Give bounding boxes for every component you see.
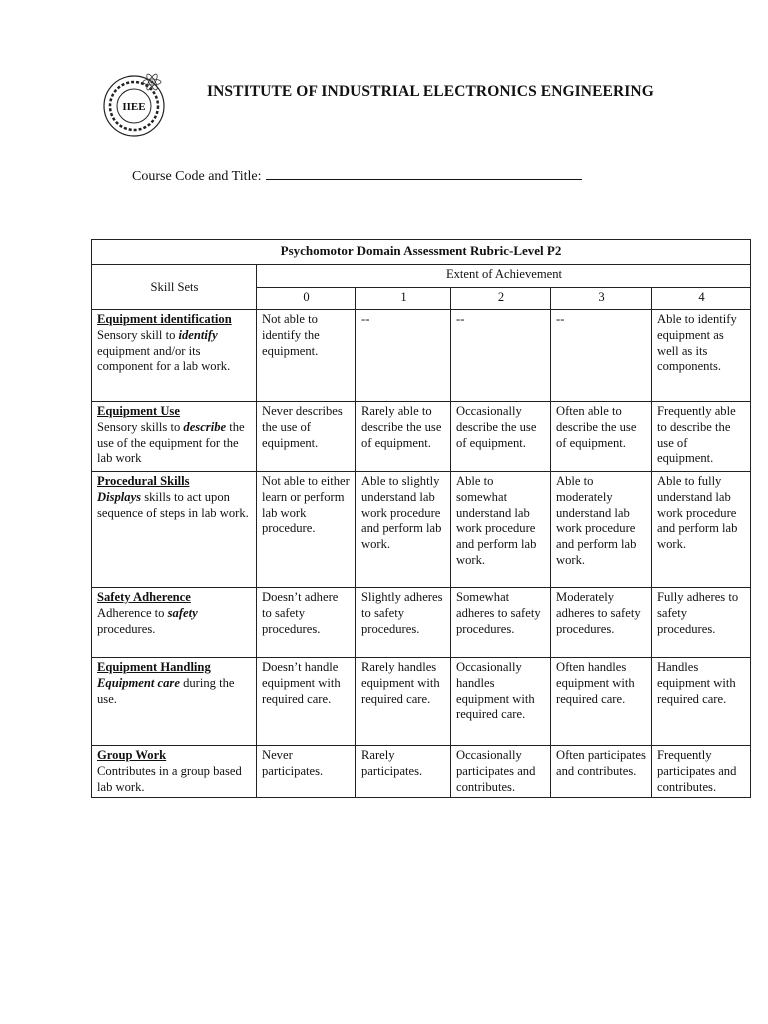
skill-description-text: procedures. xyxy=(97,621,156,636)
level-2-cell: Somewhat adheres to safety procedures. xyxy=(451,588,551,658)
level-header-0: 0 xyxy=(257,288,356,310)
skill-keyword: identify xyxy=(178,327,218,342)
skill-keyword: safety xyxy=(167,605,198,620)
skill-description-text: Adherence to xyxy=(97,605,168,620)
level-4-cell: Able to identify equipment as well as its components. xyxy=(652,310,751,402)
skill-description-text: Sensory skill to xyxy=(97,327,179,342)
institute-logo xyxy=(97,68,171,142)
skill-description-text: equipment and/or its component for a lab work. xyxy=(97,343,231,374)
skill-cell xyxy=(92,472,257,588)
course-label: Course Code and Title: xyxy=(132,169,262,184)
institute-name: INSTITUTE OF INDUSTRIAL ELECTRONICS ENGINEERING xyxy=(207,83,654,100)
course-field xyxy=(132,167,582,185)
level-header-2: 2 xyxy=(451,288,551,310)
level-3-cell: Often handles equipment with required care. xyxy=(551,658,652,746)
skill-name: Equipment Use xyxy=(97,404,180,418)
rubric-title: Psychomotor Domain Assessment Rubric-Level P2 xyxy=(92,240,751,265)
level-2-cell: Occasionally handles equipment with required care. xyxy=(451,658,551,746)
skill-description-text: Sensory skills to xyxy=(97,419,184,434)
rubric-table xyxy=(91,239,751,798)
skill-description xyxy=(97,676,252,708)
level-header-4: 4 xyxy=(652,288,751,310)
level-1-cell: Rarely participates. xyxy=(356,746,451,798)
level-1-cell: Rarely able to describe the use of equipment. xyxy=(356,402,451,472)
skill-cell xyxy=(92,402,257,472)
level-2-cell: -- xyxy=(451,310,551,402)
logo-text: IIEE xyxy=(122,101,146,113)
level-4-cell: Handles equipment with required care. xyxy=(652,658,751,746)
skill-sets-header: Skill Sets xyxy=(92,265,257,310)
skill-name: Equipment Handling xyxy=(97,660,211,674)
level-4-cell: Frequently participates and contributes. xyxy=(652,746,751,798)
level-3-cell: Moderately adheres to safety procedures. xyxy=(551,588,652,658)
skill-cell xyxy=(92,310,257,402)
level-1-cell: Rarely handles equipment with required care. xyxy=(356,658,451,746)
skill-description-text: skills to act upon sequence of steps in lab work. xyxy=(97,489,249,520)
table-row xyxy=(92,746,751,798)
skill-keyword: describe xyxy=(183,419,227,434)
level-header-1: 1 xyxy=(356,288,451,310)
level-4-cell: Frequently able to describe the use of equipment. xyxy=(652,402,751,472)
level-0-cell: Not able to identify the equipment. xyxy=(257,310,356,402)
level-2-cell: Able to somewhat understand lab work procedure and perform lab work. xyxy=(451,472,551,588)
level-3-cell: -- xyxy=(551,310,652,402)
skill-description xyxy=(97,490,252,522)
skill-description-text: Contributes in a group based lab work. xyxy=(97,763,242,794)
level-1-cell: -- xyxy=(356,310,451,402)
skill-description xyxy=(97,764,252,796)
table-row xyxy=(92,310,751,402)
level-header-3: 3 xyxy=(551,288,652,310)
level-3-cell: Often able to describe the use of equipment. xyxy=(551,402,652,472)
skill-description xyxy=(97,328,252,375)
skill-name: Equipment identification xyxy=(97,312,232,326)
skill-keyword: Displays xyxy=(97,489,142,504)
skill-cell xyxy=(92,658,257,746)
course-blank-line xyxy=(266,167,582,180)
skill-description xyxy=(97,420,252,467)
skill-description xyxy=(97,606,252,638)
skill-name: Group Work xyxy=(97,748,167,762)
skill-cell xyxy=(92,588,257,658)
level-4-cell: Fully adheres to safety procedures. xyxy=(652,588,751,658)
level-1-cell: Able to slightly understand lab work procedure and perform lab work. xyxy=(356,472,451,588)
skill-name: Safety Adherence xyxy=(97,590,191,604)
skill-name: Procedural Skills xyxy=(97,474,190,488)
skill-keyword: Equipment care xyxy=(97,675,180,690)
level-3-cell: Often participates and contributes. xyxy=(551,746,652,798)
table-row xyxy=(92,588,751,658)
level-0-cell: Never participates. xyxy=(257,746,356,798)
table-row xyxy=(92,402,751,472)
table-row xyxy=(92,658,751,746)
extent-header: Extent of Achievement xyxy=(257,265,751,288)
table-row xyxy=(92,472,751,588)
skill-description-text: the use of the equipment for the lab work xyxy=(97,419,245,466)
level-1-cell: Slightly adheres to safety procedures. xyxy=(356,588,451,658)
level-0-cell: Doesn’t handle equipment with required care. xyxy=(257,658,356,746)
level-2-cell: Occasionally describe the use of equipment. xyxy=(451,402,551,472)
level-0-cell: Never describes the use of equipment. xyxy=(257,402,356,472)
skill-cell xyxy=(92,746,257,798)
skill-description-text: during the use. xyxy=(97,675,235,706)
level-3-cell: Able to moderately understand lab work procedure and perform lab work. xyxy=(551,472,652,588)
level-2-cell: Occasionally participates and contributes. xyxy=(451,746,551,798)
level-0-cell: Doesn’t adhere to safety procedures. xyxy=(257,588,356,658)
level-0-cell: Not able to either learn or perform lab work procedure. xyxy=(257,472,356,588)
level-4-cell: Able to fully understand lab work procedure and perform lab work. xyxy=(652,472,751,588)
